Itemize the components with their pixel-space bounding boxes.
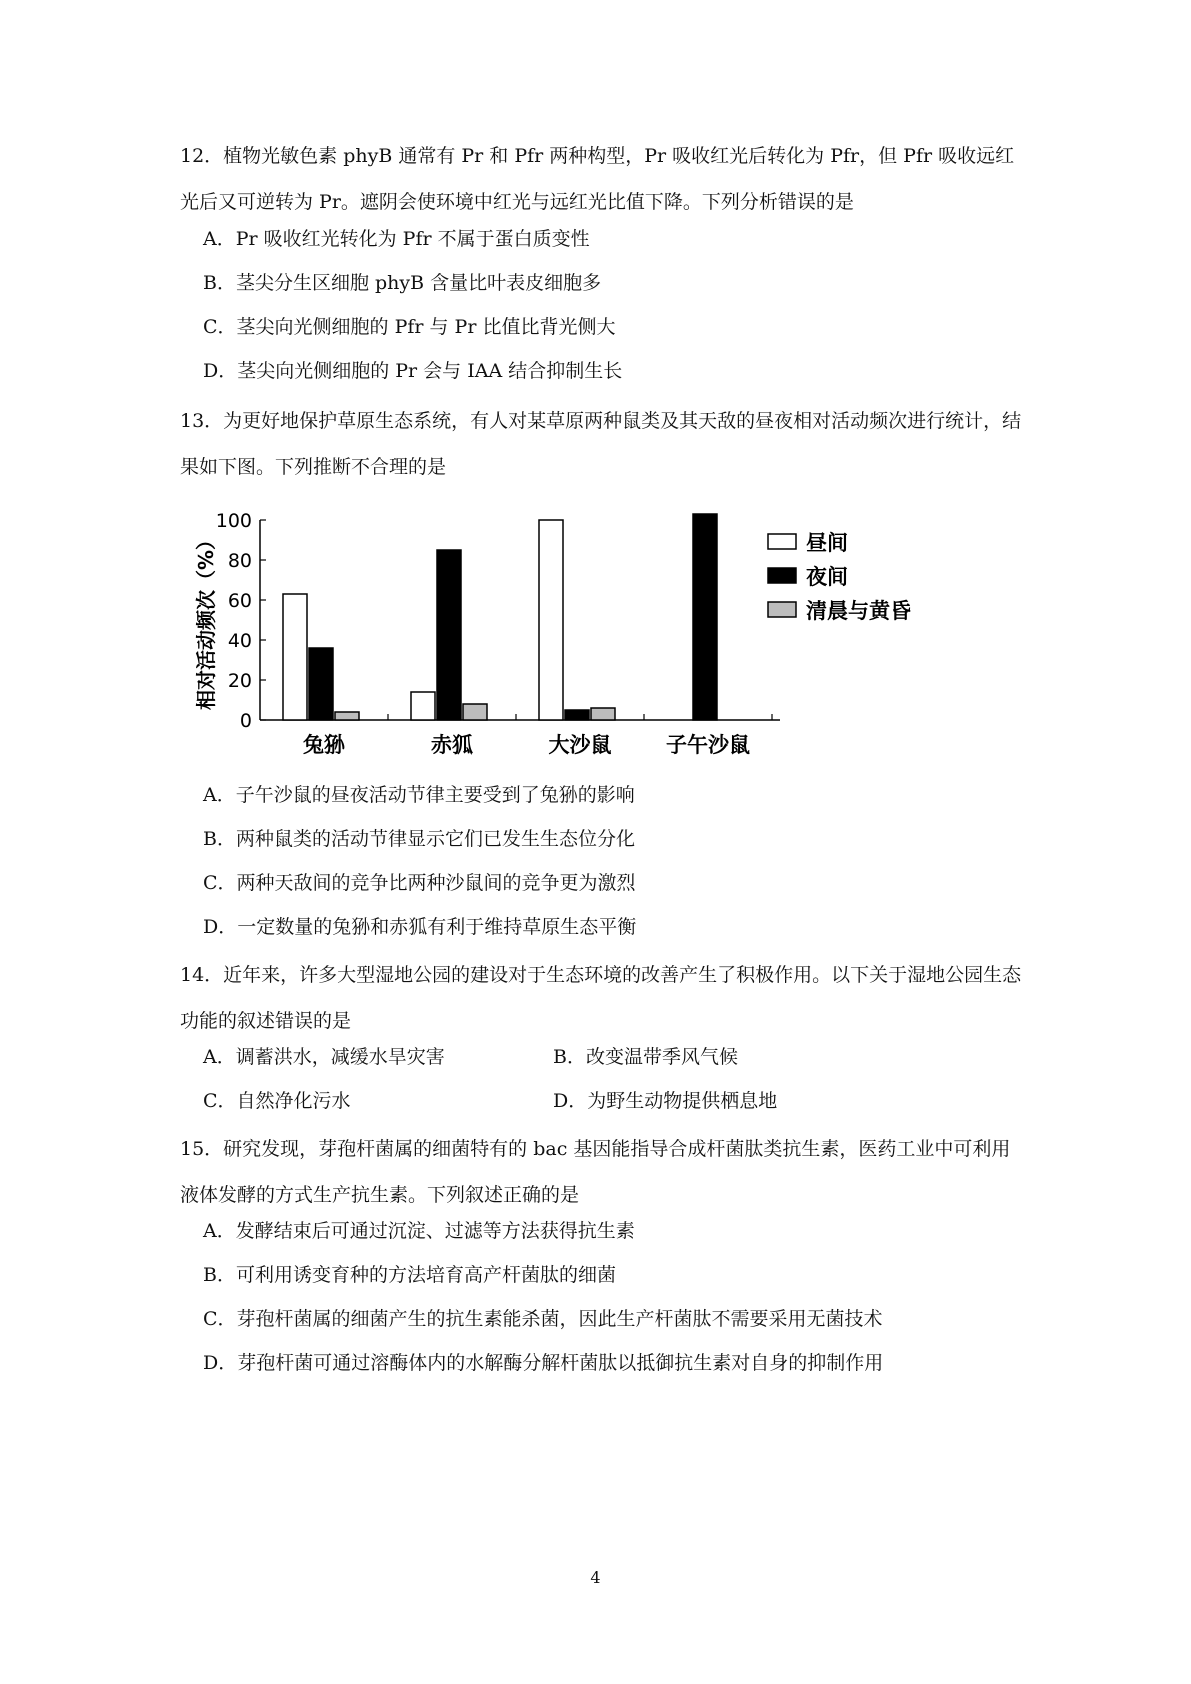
x-tick-label: 赤狐 — [431, 733, 473, 757]
q15-option-d: D．芽孢杆菌可通过溶酶体内的水解酶分解杆菌肽以抵御抗生素对自身的抑制作用 — [203, 1352, 884, 1374]
q13-option-a: A．子午沙鼠的昼夜活动节律主要受到了兔狲的影响 — [203, 784, 635, 806]
legend-label: 昼间 — [806, 531, 848, 555]
q15-option-b: B．可利用诱变育种的方法培育高产杆菌肽的细菌 — [203, 1264, 616, 1286]
bar-daytime-1 — [411, 692, 435, 720]
y-tick-label: 60 — [227, 590, 252, 612]
legend-swatch — [768, 534, 796, 549]
bar-night-0 — [309, 648, 333, 720]
q14-option-b: B．改变温带季风气候 — [553, 1046, 738, 1068]
q15-option-a: A．发酵结束后可通过沉淀、过滤等方法获得抗生素 — [203, 1220, 635, 1242]
q12-option-b: B．茎尖分生区细胞 phyB 含量比叶表皮细胞多 — [203, 272, 602, 294]
q14-option-c: C．自然净化污水 — [203, 1090, 351, 1112]
y-tick-label: 20 — [227, 670, 252, 692]
y-tick-label: 40 — [227, 630, 252, 652]
bar-night-2 — [565, 710, 589, 720]
q13-stem: 13．为更好地保护草原生态系统，有人对某草原两种鼠类及其天敌的昼夜相对活动频次进行统计，结果如下图。下列推断不合理的是 — [180, 410, 1022, 478]
x-tick-label: 子午沙鼠 — [666, 733, 750, 757]
bar-night-1 — [437, 550, 461, 720]
y-axis-label: 相对活动频次（%） — [194, 529, 218, 711]
q13-option-c: C．两种天敌间的竞争比两种沙鼠间的竞争更为激烈 — [203, 872, 636, 894]
page-number: 4 — [590, 1568, 601, 1587]
y-tick-label: 0 — [239, 710, 252, 732]
q12-option-a: A．Pr 吸收红光转化为 Pfr 不属于蛋白质变性 — [203, 228, 590, 250]
x-tick-label: 大沙鼠 — [548, 733, 612, 757]
q14-option-d: D．为野生动物提供栖息地 — [553, 1090, 778, 1112]
y-tick-label: 100 — [215, 510, 252, 532]
q12-option-d: D．茎尖向光侧细胞的 Pr 会与 IAA 结合抑制生长 — [203, 360, 623, 382]
legend-swatch — [768, 568, 796, 583]
q15-stem: 15．研究发现，芽孢杆菌属的细菌特有的 bac 基因能指导合成杆菌肽类抗生素，医药工业中可利用液体发酵的方式生产抗生素。下列叙述正确的是 — [180, 1138, 1011, 1206]
bar-daytime-0 — [283, 594, 307, 720]
q15-option-c: C．芽孢杆菌属的细菌产生的抗生素能杀菌，因此生产杆菌肽不需要采用无菌技术 — [203, 1308, 883, 1330]
q13-option-d: D．一定数量的兔狲和赤狐有利于维持草原生态平衡 — [203, 916, 637, 938]
bar-dawn-dusk-2 — [591, 708, 615, 720]
q12-stem: 12．植物光敏色素 phyB 通常有 Pr 和 Pfr 两种构型，Pr 吸收红光后转化为 Pfr，但 Pfr 吸收远红光后又可逆转为 Pr。遮阴会使环境中红光与远红光比值下降。下列分析错误的是 — [180, 145, 1015, 213]
y-tick-label: 80 — [227, 550, 252, 572]
legend-label: 夜间 — [806, 565, 848, 589]
q12-option-c: C．茎尖向光侧细胞的 Pfr 与 Pr 比值比背光侧大 — [203, 316, 616, 338]
bar-daytime-2 — [539, 520, 563, 720]
legend-swatch — [768, 602, 796, 617]
bar-dawn-dusk-1 — [463, 704, 487, 720]
q13-option-b: B．两种鼠类的活动节律显示它们已发生生态位分化 — [203, 828, 635, 850]
bar-night-3 — [693, 514, 717, 720]
q14-option-a: A．调蓄洪水，减缓水旱灾害 — [203, 1046, 445, 1068]
x-tick-label: 兔狲 — [303, 733, 345, 757]
q14-stem: 14．近年来，许多大型湿地公园的建设对于生态环境的改善产生了积极作用。以下关于湿地公园生态功能的叙述错误的是 — [180, 964, 1022, 1032]
legend-label: 清晨与黄昏 — [806, 599, 911, 623]
bar-dawn-dusk-0 — [335, 712, 359, 720]
